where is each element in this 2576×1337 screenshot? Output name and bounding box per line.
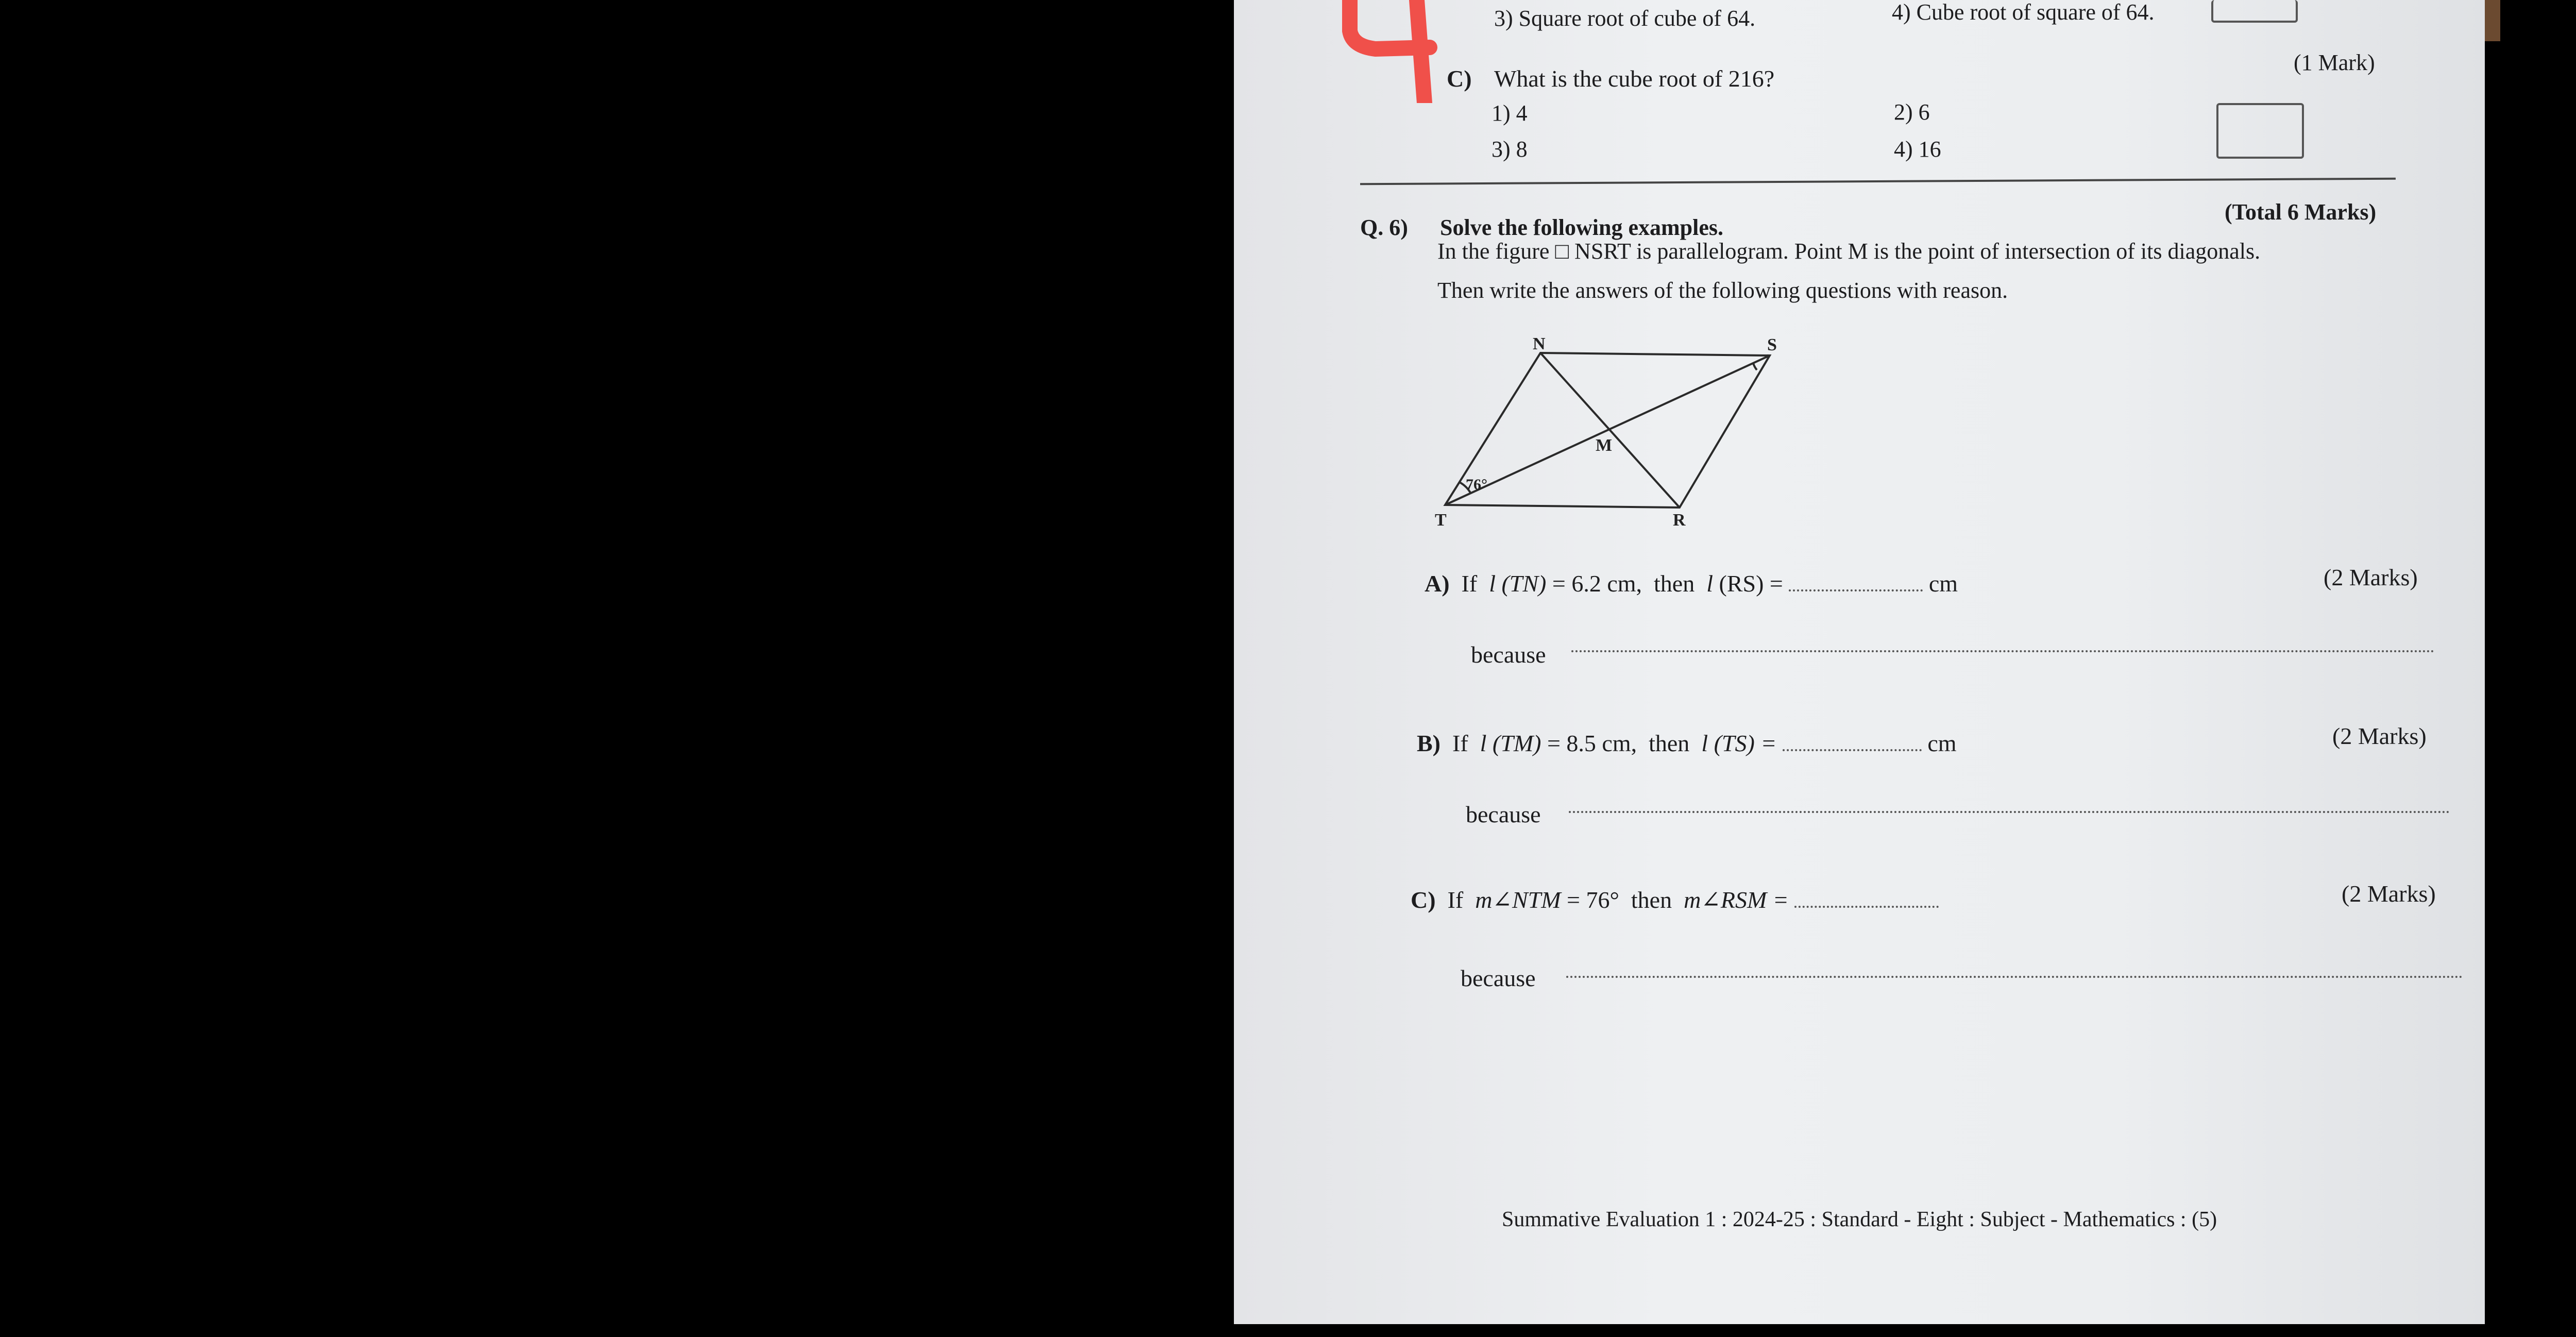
q6-a-marks: (2 Marks) xyxy=(2324,564,2418,590)
q6-number: Q. 6) xyxy=(1360,215,1408,240)
q6-intro-line-1: In the figure □ NSRT is parallelogram. Point M is the point of intersection of its diagonals. xyxy=(1437,239,2261,264)
q6-c-if: If xyxy=(1447,887,1464,913)
q6-a-reason-line[interactable] xyxy=(1571,650,2434,652)
q6-a-then: then xyxy=(1654,570,1695,597)
q5-option-4: 4) Cube root of square of 64. xyxy=(1892,0,2155,25)
q6-intro-line-2: Then write the answers of the following questions with reason. xyxy=(1437,278,2008,303)
q6-b-question xyxy=(1417,732,1957,755)
angle-label-76: 76° xyxy=(1466,476,1487,493)
q6-c-reason-line[interactable] xyxy=(1566,976,2463,978)
vertex-label-n: N xyxy=(1533,334,1546,353)
q5-c-answer-box[interactable] xyxy=(2216,103,2304,159)
q5-c-option-2: 2) 6 xyxy=(1894,99,1930,125)
q6-b-answer-blank[interactable] xyxy=(1783,749,1922,751)
q6-a-segment-tn: (TN) xyxy=(1501,570,1547,597)
page-footer: Summative Evaluation 1 : 2024-25 : Standard - Eight : Subject - Mathematics : (5) xyxy=(1502,1208,2217,1231)
vertex-label-s: S xyxy=(1767,335,1777,354)
q5-c-label: C) xyxy=(1447,65,1472,92)
q6-a-because: because xyxy=(1471,641,1546,668)
diagonal-tn-s xyxy=(1445,356,1770,505)
vertex-label-t: T xyxy=(1435,511,1447,530)
q6-b-segment-ts: (TS) = xyxy=(1714,730,1777,756)
q6-c-answer-blank[interactable] xyxy=(1794,906,1939,908)
q5-c-option-1: 1) 4 xyxy=(1492,100,1528,126)
q6-a-segment-rs: (RS) = xyxy=(1719,570,1783,597)
q6-b-length-symbol: l xyxy=(1480,730,1487,756)
parallelogram-figure xyxy=(1435,330,1795,541)
q6-a-label: A) xyxy=(1425,570,1450,597)
q5-c-question: What is the cube root of 216? xyxy=(1494,65,1775,92)
q6-title: Solve the following examples. xyxy=(1440,215,1723,240)
q6-a-length-symbol-2: l xyxy=(1706,570,1713,597)
q6-b-given-value: = 8.5 cm, xyxy=(1547,730,1637,756)
q5-option-3: 3) Square root of cube of 64. xyxy=(1494,6,1756,31)
q6-a-if: If xyxy=(1461,570,1478,597)
vertex-label-r: R xyxy=(1673,511,1686,530)
vertex-label-m: M xyxy=(1596,436,1613,455)
q6-a-given-value: = 6.2 cm, xyxy=(1552,570,1642,597)
q6-b-segment-tm: (TM) xyxy=(1492,730,1541,756)
q5-answer-box-b[interactable] xyxy=(2211,0,2298,23)
q5-c-option-3: 3) 8 xyxy=(1492,137,1528,162)
q6-c-because: because xyxy=(1461,965,1536,991)
q6-c-question xyxy=(1411,888,1939,912)
q6-a-question xyxy=(1425,572,1958,596)
q5-c-option-4: 4) 16 xyxy=(1894,137,1941,162)
angle-arc-s xyxy=(1753,363,1757,370)
q6-c-then: then xyxy=(1631,887,1672,913)
q6-b-then: then xyxy=(1649,730,1690,756)
q6-a-answer-blank[interactable] xyxy=(1789,589,1923,591)
q6-c-angle-ntm: m∠NTM xyxy=(1475,887,1561,913)
q6-total-marks: (Total 6 Marks) xyxy=(2225,199,2377,225)
q6-a-length-symbol: l xyxy=(1489,570,1496,597)
q6-b-marks: (2 Marks) xyxy=(2332,723,2427,749)
q5-c-marks: (1 Mark) xyxy=(2294,50,2375,75)
q6-b-because: because xyxy=(1466,801,1541,827)
q6-c-marks: (2 Marks) xyxy=(2342,881,2436,907)
table-edge xyxy=(2485,0,2500,41)
red-pen-mark xyxy=(1340,0,1458,103)
q6-b-unit: cm xyxy=(1927,730,1957,756)
q6-b-length-symbol-2: l xyxy=(1701,730,1708,756)
q6-b-if: If xyxy=(1452,730,1468,756)
q6-a-unit: cm xyxy=(1928,570,1958,597)
exam-paper xyxy=(1234,0,2485,1324)
diagonal-n-r xyxy=(1540,353,1680,507)
q6-c-angle-rsm: m∠RSM = xyxy=(1684,887,1789,913)
q6-c-given-value: = 76° xyxy=(1567,887,1619,913)
q6-b-reason-line[interactable] xyxy=(1569,811,2450,813)
q6-b-label: B) xyxy=(1417,730,1440,756)
q6-c-label: C) xyxy=(1411,887,1436,913)
